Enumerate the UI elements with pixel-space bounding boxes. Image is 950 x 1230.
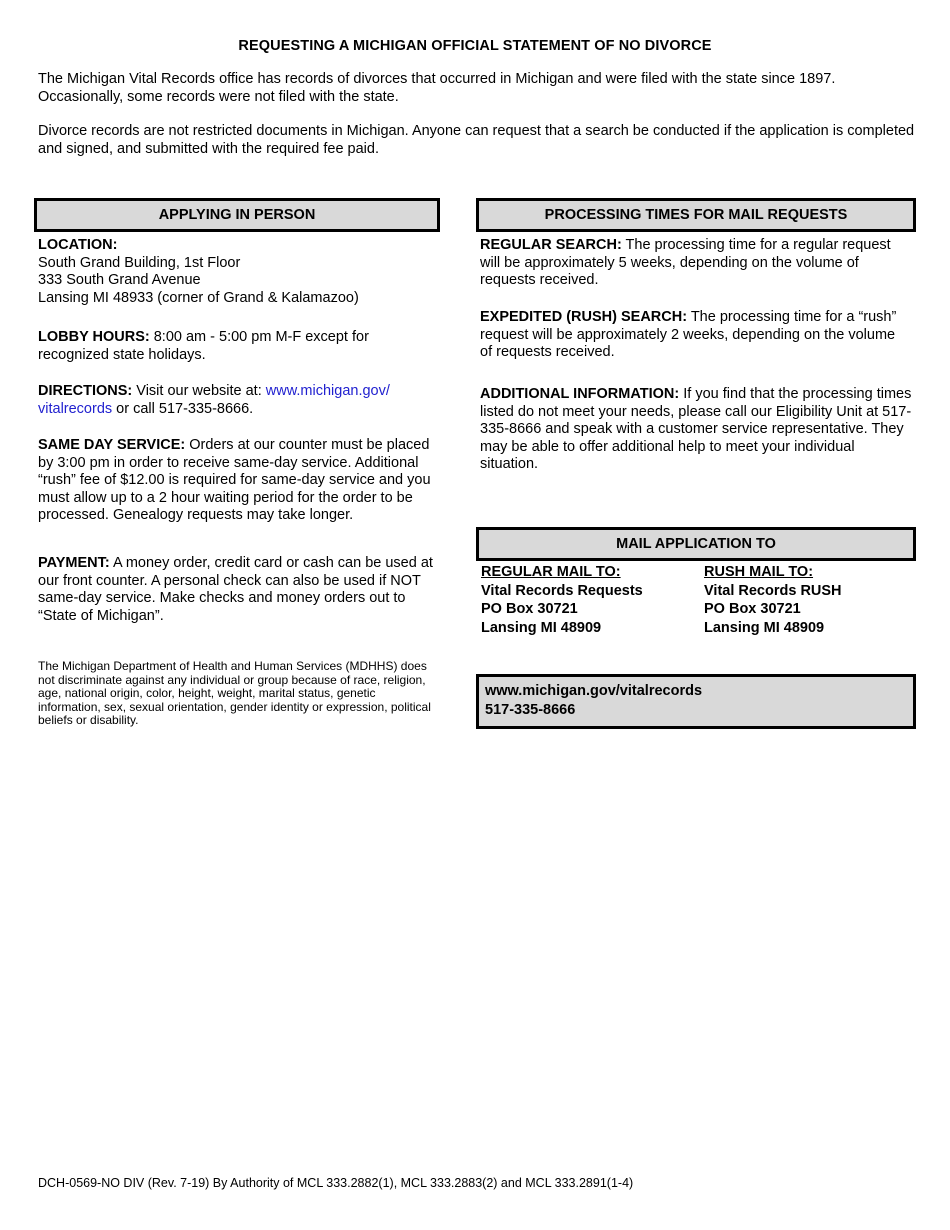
additional-info-label: ADDITIONAL INFORMATION: bbox=[480, 386, 680, 402]
mail-heading: MAIL APPLICATION TO bbox=[476, 527, 916, 561]
rush-mail-header: RUSH MAIL TO: bbox=[704, 564, 814, 580]
contact-phone: 517-335-8666 bbox=[485, 701, 576, 718]
location-line-3: Lansing MI 48933 (corner of Grand & Kalamazoo) bbox=[38, 289, 359, 306]
intro-paragraph-1: The Michigan Vital Records office has records of divorces that occurred in Michigan and were filed with the state since 1897. Occasionally, some records were not filed with the state. bbox=[38, 71, 836, 105]
regular-mail-address bbox=[481, 563, 691, 637]
rush-mail-line-2: PO Box 30721 bbox=[704, 601, 801, 617]
page-title: REQUESTING A MICHIGAN OFFICIAL STATEMENT OF NO DIVORCE bbox=[238, 38, 712, 54]
contact-website: www.michigan.gov/vitalrecords bbox=[485, 683, 703, 699]
payment-label: PAYMENT: bbox=[38, 555, 110, 571]
expedited-search-text: The processing time for a “rush” request will be approximately 2 weeks, depending on the volume of requests received. bbox=[480, 309, 897, 360]
directions-suffix: or call 517-335-8666. bbox=[112, 400, 254, 417]
location-section bbox=[38, 237, 438, 307]
same-day-section bbox=[38, 437, 436, 525]
directions-prefix: Visit our website at: bbox=[132, 383, 266, 399]
location-line-1: South Grand Building, 1st Floor bbox=[38, 254, 241, 271]
lobby-hours-section bbox=[38, 329, 438, 364]
intro-paragraph-2: Divorce records are not restricted documents in Michigan. Anyone can request that a search be conducted if the application is completed and signed, and submitted with the required fee paid. bbox=[38, 123, 915, 157]
website-link[interactable]: www.michigan.gov/ vitalrecords bbox=[38, 383, 390, 417]
regular-search-text: The processing time for a regular request will be approximately 5 weeks, depending on the volume of requests received. bbox=[480, 237, 891, 288]
location-line-2: 333 South Grand Avenue bbox=[38, 272, 201, 288]
rush-mail-line-1: Vital Records RUSH bbox=[704, 582, 842, 599]
regular-search-label: REGULAR SEARCH: bbox=[480, 237, 622, 253]
processing-heading: PROCESSING TIMES FOR MAIL REQUESTS bbox=[476, 198, 916, 232]
nondiscrimination-notice: The Michigan Department of Health and Human Services (MDHHS) does not discriminate against any individual or group because of race, religion, age, national origin, color, height, weight, marital status, genetic information, sex, sexual orientation, gender identity or expression, political beliefs or disability. bbox=[38, 659, 431, 727]
expedited-search-section bbox=[480, 309, 910, 362]
additional-info-text: If you find that the processing times listed do not meet your needs, please call our Eligibility Unit at 517-335-8666 and speak with a customer service representative. They may be able to offer additional help to meet your individual situation. bbox=[480, 386, 912, 472]
expedited-search-label: EXPEDITED (RUSH) SEARCH: bbox=[480, 309, 688, 325]
location-label: LOCATION: bbox=[38, 237, 118, 253]
regular-mail-header: REGULAR MAIL TO: bbox=[481, 564, 621, 580]
regular-search-section bbox=[480, 237, 910, 290]
regular-mail-line-1: Vital Records Requests bbox=[481, 582, 643, 599]
contact-box bbox=[476, 674, 916, 729]
regular-mail-line-3: Lansing MI 48909 bbox=[481, 619, 602, 636]
payment-section bbox=[38, 555, 442, 625]
payment-text: A money order, credit card or cash can be used at our front counter. A personal check can also be used if NOT same-day service. Make checks and money orders out to “State of Michigan”. bbox=[38, 555, 433, 624]
regular-mail-line-2: PO Box 30721 bbox=[481, 601, 578, 617]
rush-mail-address bbox=[704, 563, 914, 637]
same-day-label: SAME DAY SERVICE: bbox=[38, 437, 186, 453]
lobby-hours-label: LOBBY HOURS: bbox=[38, 329, 150, 345]
form-footer: DCH-0569-NO DIV (Rev. 7-19) By Authority of MCL 333.2882(1), MCL 333.2883(2) and MCL 333.2891(1-4) bbox=[38, 1176, 634, 1190]
directions-section bbox=[38, 383, 430, 418]
directions-label: DIRECTIONS: bbox=[38, 383, 133, 399]
rush-mail-line-3: Lansing MI 48909 bbox=[704, 619, 825, 636]
same-day-text: Orders at our counter must be placed by 3:00 pm in order to receive same-day service. Additional “rush” fee of $12.00 is required for same-day service and you must allow up to a 2 hour waiting period for the order to be processed. Genealogy requests may take longer. bbox=[38, 437, 431, 523]
lobby-hours-text: 8:00 am - 5:00 pm M-F except for recognized state holidays. bbox=[38, 329, 369, 363]
additional-info-section bbox=[480, 386, 912, 474]
in-person-heading: APPLYING IN PERSON bbox=[34, 198, 440, 232]
